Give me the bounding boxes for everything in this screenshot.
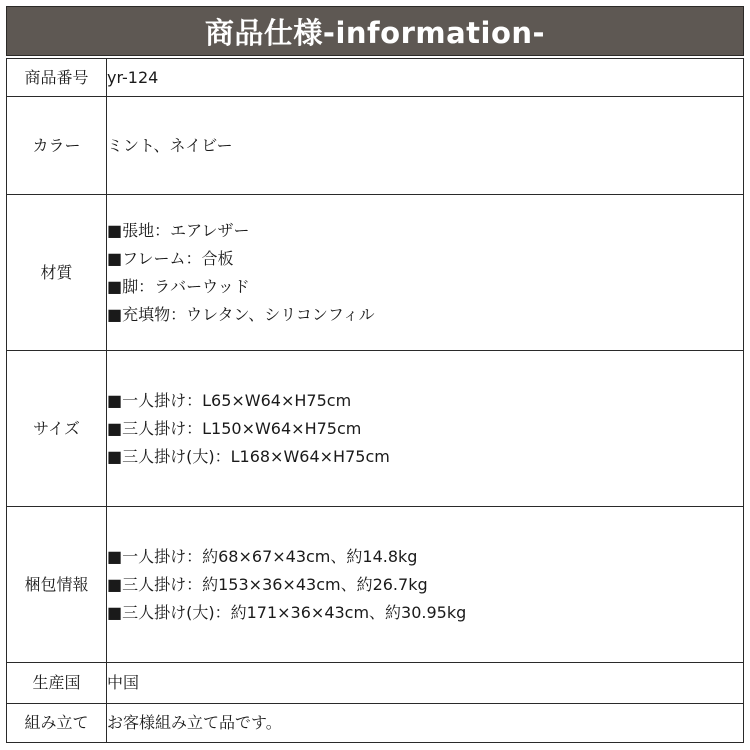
row-value [107, 507, 744, 663]
row-value [107, 195, 744, 351]
row-label: 組み立て [7, 704, 107, 743]
spec-row-packaging [7, 507, 744, 663]
value-line: ■張地：エアレザー [107, 220, 250, 240]
value-line: 中国 [107, 673, 140, 692]
row-label: カラー [7, 97, 107, 195]
value-line: ■三人掛け(大)：約171×36×43cm、約30.95kg [107, 602, 467, 622]
row-label: サイズ [7, 351, 107, 507]
spec-table [6, 58, 744, 743]
value-line: ■一人掛け：L65×W64×H75cm [107, 390, 352, 410]
row-value [107, 97, 744, 195]
value-line: お客様組み立て品です。 [107, 713, 282, 732]
value-line: ■充填物：ウレタン、シリコンフィル [107, 304, 375, 324]
row-label: 生産国 [7, 663, 107, 704]
value-line: ■脚：ラバーウッド [107, 276, 250, 296]
title-bar [6, 6, 744, 56]
spec-row-material [7, 195, 744, 351]
row-value [107, 704, 744, 743]
value-line: ミント、ネイビー [107, 135, 233, 155]
row-value [107, 351, 744, 507]
value-line: ■一人掛け：約68×67×43cm、約14.8kg [107, 546, 418, 566]
row-label: 商品番号 [7, 59, 107, 97]
spec-row-color [7, 97, 744, 195]
spec-row-origin [7, 663, 744, 704]
value-line: ■フレーム：合板 [107, 248, 234, 268]
value-line: ■三人掛け：L150×W64×H75cm [107, 418, 362, 438]
spec-row-product-number [7, 59, 744, 97]
row-label: 材質 [7, 195, 107, 351]
value-line: ■三人掛け(大)：L168×W64×H75cm [107, 446, 390, 466]
row-label: 梱包情報 [7, 507, 107, 663]
value-line: yr-124 [107, 67, 159, 87]
value-line: ■三人掛け：約153×36×43cm、約26.7kg [107, 574, 428, 594]
row-value [107, 663, 744, 704]
page-title: 商品仕様-information- [204, 15, 546, 50]
spec-row-size [7, 351, 744, 507]
row-value [107, 59, 744, 97]
spec-row-assembly [7, 704, 744, 743]
